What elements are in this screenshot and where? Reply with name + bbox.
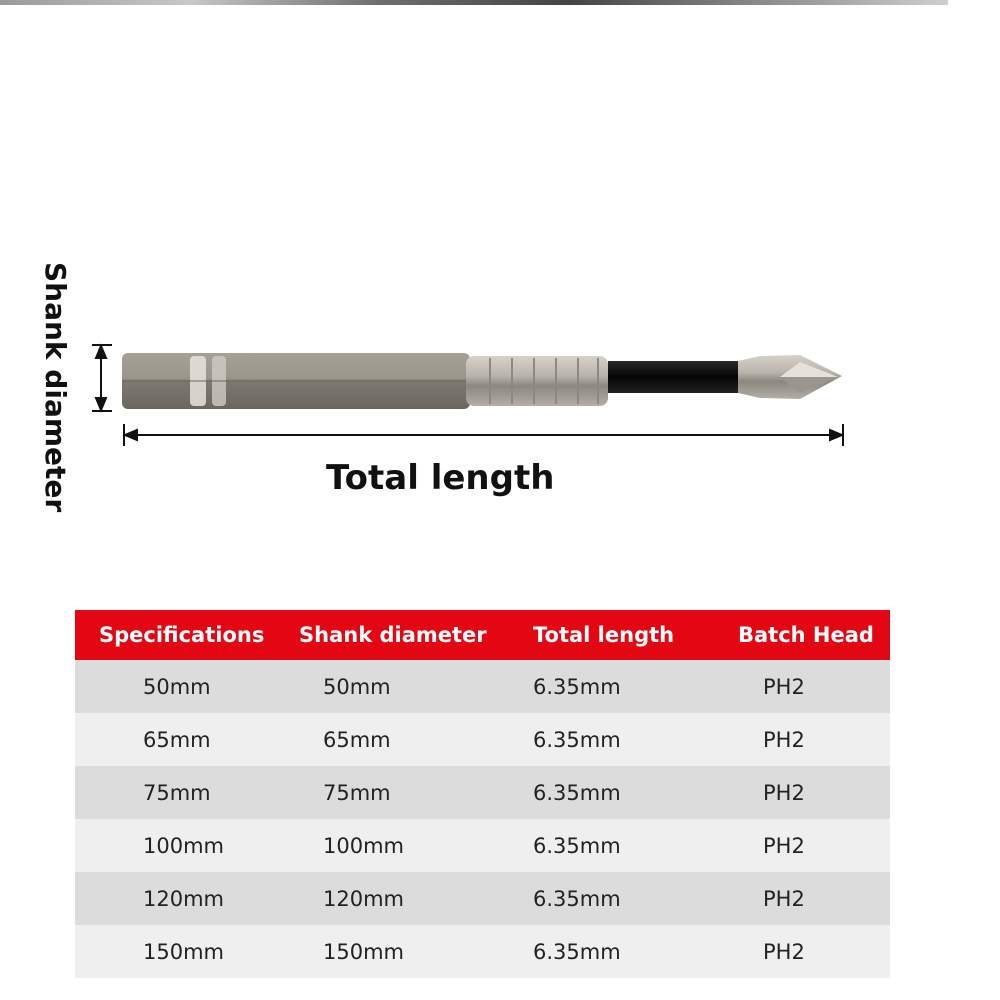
table-row xyxy=(75,819,890,872)
header-total-length: Total length xyxy=(533,610,738,660)
cell-specification: 50mm xyxy=(75,660,299,713)
cell-total-length: 6.35mm xyxy=(533,660,738,713)
shank-diameter-text: Shank diameter xyxy=(39,262,72,513)
cell-total-length: 6.35mm xyxy=(533,872,738,925)
cell-total-length: 6.35mm xyxy=(533,925,738,978)
cell-batch-head: PH2 xyxy=(738,660,890,713)
cell-specification: 120mm xyxy=(75,872,299,925)
specifications-table xyxy=(75,610,890,978)
cell-total-length: 6.35mm xyxy=(533,819,738,872)
black-sleeve xyxy=(608,361,738,393)
total-length-label: Total length xyxy=(326,458,555,498)
cell-batch-head: PH2 xyxy=(738,713,890,766)
table-row xyxy=(75,660,890,713)
cell-batch-head: PH2 xyxy=(738,872,890,925)
cell-shank-diameter: 100mm xyxy=(299,819,533,872)
cell-specification: 65mm xyxy=(75,713,299,766)
total-length-arrow xyxy=(124,424,843,446)
cell-specification: 75mm xyxy=(75,766,299,819)
ribbed-section xyxy=(466,356,608,406)
cell-shank-diameter: 150mm xyxy=(299,925,533,978)
cell-batch-head: PH2 xyxy=(738,766,890,819)
phillips-tip xyxy=(738,355,842,399)
table-row xyxy=(75,872,890,925)
table-row xyxy=(75,766,890,819)
cell-shank-diameter: 120mm xyxy=(299,872,533,925)
cell-specification: 100mm xyxy=(75,819,299,872)
cell-shank-diameter: 50mm xyxy=(299,660,533,713)
cell-shank-diameter: 75mm xyxy=(299,766,533,819)
cell-batch-head: PH2 xyxy=(738,925,890,978)
cell-batch-head: PH2 xyxy=(738,819,890,872)
table-row xyxy=(75,713,890,766)
cell-shank-diameter: 65mm xyxy=(299,713,533,766)
table-row xyxy=(75,925,890,978)
cell-total-length: 6.35mm xyxy=(533,766,738,819)
header-specifications: Specifications xyxy=(75,610,299,660)
cell-total-length: 6.35mm xyxy=(533,713,738,766)
shank-dimension-arrow xyxy=(92,345,112,411)
cell-specification: 150mm xyxy=(75,925,299,978)
header-batch-head: Batch Head xyxy=(738,610,890,660)
header-shank-diameter: Shank diameter xyxy=(299,610,533,660)
table-header-row xyxy=(75,610,890,660)
hex-shank xyxy=(122,353,470,409)
